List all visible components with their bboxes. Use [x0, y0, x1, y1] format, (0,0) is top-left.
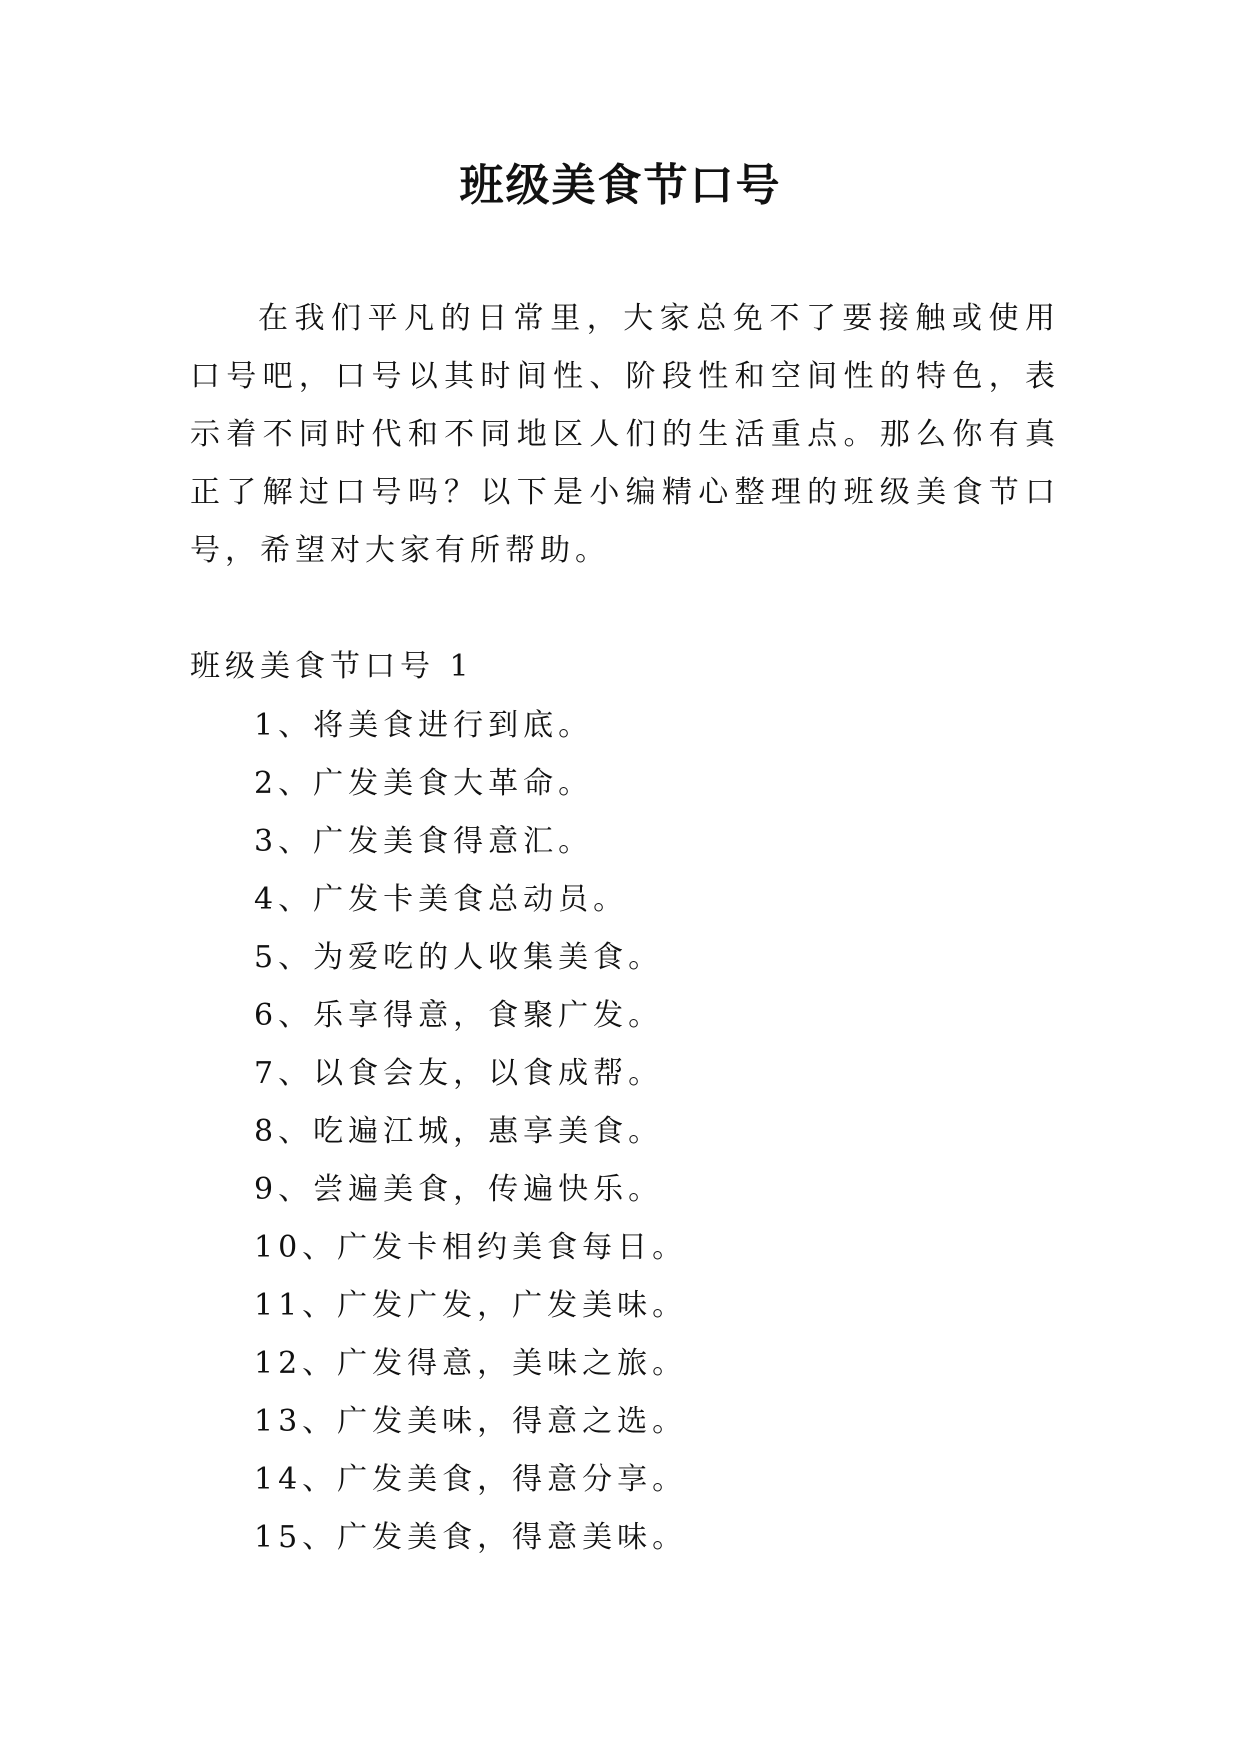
slogan-item: 3、广发美食得意汇。 — [254, 824, 594, 859]
slogan-item: 8、吃遍江城，惠享美食。 — [254, 1114, 664, 1149]
section-heading: 班级美食节口号 1 — [190, 649, 474, 684]
slogan-item: 5、为爱吃的人收集美食。 — [254, 940, 664, 975]
slogan-item: 4、广发卡美食总动员。 — [254, 882, 629, 917]
slogan-item: 10、广发卡相约美食每日。 — [254, 1230, 688, 1265]
slogan-item: 2、广发美食大革命。 — [254, 766, 594, 801]
slogan-list — [254, 697, 687, 1567]
slogan-item: 14、广发美食，得意分享。 — [254, 1462, 688, 1497]
slogan-item: 13、广发美味，得意之选。 — [254, 1404, 688, 1439]
page-title: 班级美食节口号 — [459, 160, 782, 211]
slogan-item: 9、尝遍美食，传遍快乐。 — [254, 1172, 664, 1207]
slogan-item: 11、广发广发，广发美味。 — [254, 1288, 688, 1323]
slogan-item: 15、广发美食，得意美味。 — [254, 1520, 688, 1555]
slogan-item: 6、乐享得意，食聚广发。 — [254, 998, 664, 1033]
slogan-item: 7、以食会友，以食成帮。 — [254, 1056, 664, 1091]
intro-paragraph: 在我们平凡的日常里，大家总免不了要接触或使用口号吧，口号以其时间性、阶段性和空间性的特色，表示着不同时代和不同地区人们的生活重点。那么你有真正了解过口号吗？以下是小编精心整理的班级美食节口号，希望对大家有所帮助。 — [190, 301, 1060, 568]
slogan-item: 1、将美食进行到底。 — [254, 708, 594, 743]
slogan-item: 12、广发得意，美味之旅。 — [254, 1346, 688, 1381]
